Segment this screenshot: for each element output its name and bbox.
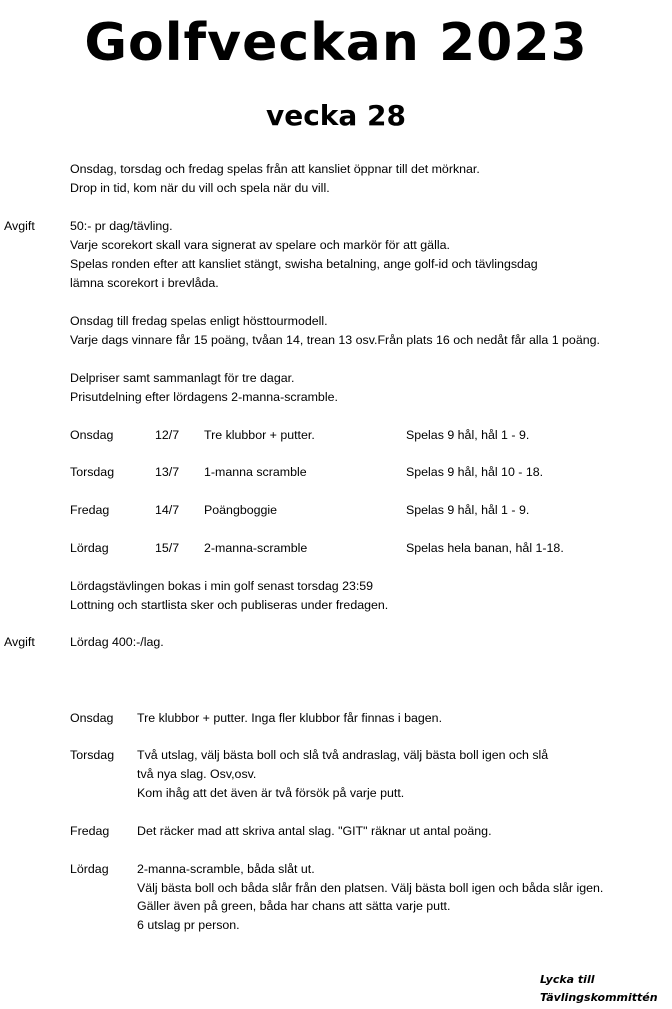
schedule-day: Onsdag: [70, 428, 114, 442]
schedule-date: 15/7: [155, 541, 180, 555]
format-line: Varje dags vinnare får 15 poäng, tvåan 14, trean 13 osv.Från plats 16 och nedåt får alla 1 poäng.: [70, 333, 600, 347]
rule-line: Tre klubbor + putter. Inga fler klubbor får finnas i bagen.: [137, 711, 443, 725]
saturday-info-line: Lördagstävlingen bokas i min golf senast torsdag 23:59: [70, 579, 374, 593]
page-title: Golfveckan 2023: [84, 13, 588, 73]
schedule-game: Tre klubbor + putter.: [204, 428, 315, 442]
schedule-game: 1-manna scramble: [204, 465, 307, 479]
schedule-day: Torsdag: [70, 465, 115, 479]
schedule-date: 14/7: [155, 503, 180, 517]
schedule-holes: Spelas hela banan, hål 1-18.: [406, 541, 564, 555]
intro-line: Drop in tid, kom när du vill och spela när du vill.: [70, 181, 330, 195]
rule-day: Torsdag: [70, 748, 115, 762]
schedule-holes: Spelas 9 hål, hål 1 - 9.: [406, 428, 530, 442]
fee-line: Varje scorekort skall vara signerat av spelare och markör för att gälla.: [70, 238, 450, 252]
rule-day: Fredag: [70, 824, 110, 838]
intro-line: Onsdag, torsdag och fredag spelas från att kansliet öppnar till det mörknar.: [70, 162, 480, 176]
prizes-line: Prisutdelning efter lördagens 2-manna-scramble.: [70, 390, 338, 404]
fee-line: lämna scorekort i brevlåda.: [70, 276, 219, 290]
signature-greeting: Lycka till: [540, 973, 595, 986]
fee-line: 50:- pr dag/tävling.: [70, 219, 173, 233]
schedule-date: 13/7: [155, 465, 180, 479]
format-line: Onsdag till fredag spelas enligt hösttourmodell.: [70, 314, 328, 328]
page-subtitle: vecka 28: [265, 99, 407, 132]
rule-line: 2-manna-scramble, båda slåt ut.: [137, 862, 315, 876]
schedule-game: Poängboggie: [204, 503, 278, 517]
rule-line: 6 utslag pr person.: [137, 918, 240, 932]
rule-day: Lördag: [70, 862, 109, 876]
schedule-date: 12/7: [155, 428, 180, 442]
rule-day: Onsdag: [70, 711, 114, 725]
rule-line: Det räcker mad att skriva antal slag. "GIT" räknar ut antal poäng.: [137, 824, 492, 838]
saturday-info-line: Lottning och startlista sker och publiseras under fredagen.: [70, 598, 389, 612]
rule-line: Två utslag, välj bästa boll och slå två andraslag, välj bästa boll igen och slå: [137, 748, 549, 762]
fee-label: Avgift: [4, 635, 35, 649]
rule-line: Kom ihåg att det även är två försök på varje putt.: [137, 786, 405, 800]
schedule-day: Fredag: [70, 503, 110, 517]
rule-line: Välj bästa boll och båda slår från den platsen. Välj bästa boll igen och båda slår igen.: [137, 881, 604, 895]
schedule-day: Lördag: [70, 541, 109, 555]
rule-line: två nya slag. Osv,osv.: [137, 767, 257, 781]
rule-line: Gäller även på green, båda har chans att sätta varje putt.: [137, 899, 451, 913]
signature-committee: Tävlingskommittén: [540, 991, 658, 1004]
fee-line: Spelas ronden efter att kansliet stängt, swisha betalning, ange golf-id och tävlingsdag: [70, 257, 538, 271]
schedule-game: 2-manna-scramble: [204, 541, 308, 555]
schedule-holes: Spelas 9 hål, hål 10 - 18.: [406, 465, 544, 479]
fee-text: Lördag 400:-/lag.: [70, 635, 164, 649]
schedule-holes: Spelas 9 hål, hål 1 - 9.: [406, 503, 530, 517]
prizes-line: Delpriser samt sammanlagt för tre dagar.: [70, 371, 295, 385]
fee-label: Avgift: [4, 219, 35, 233]
